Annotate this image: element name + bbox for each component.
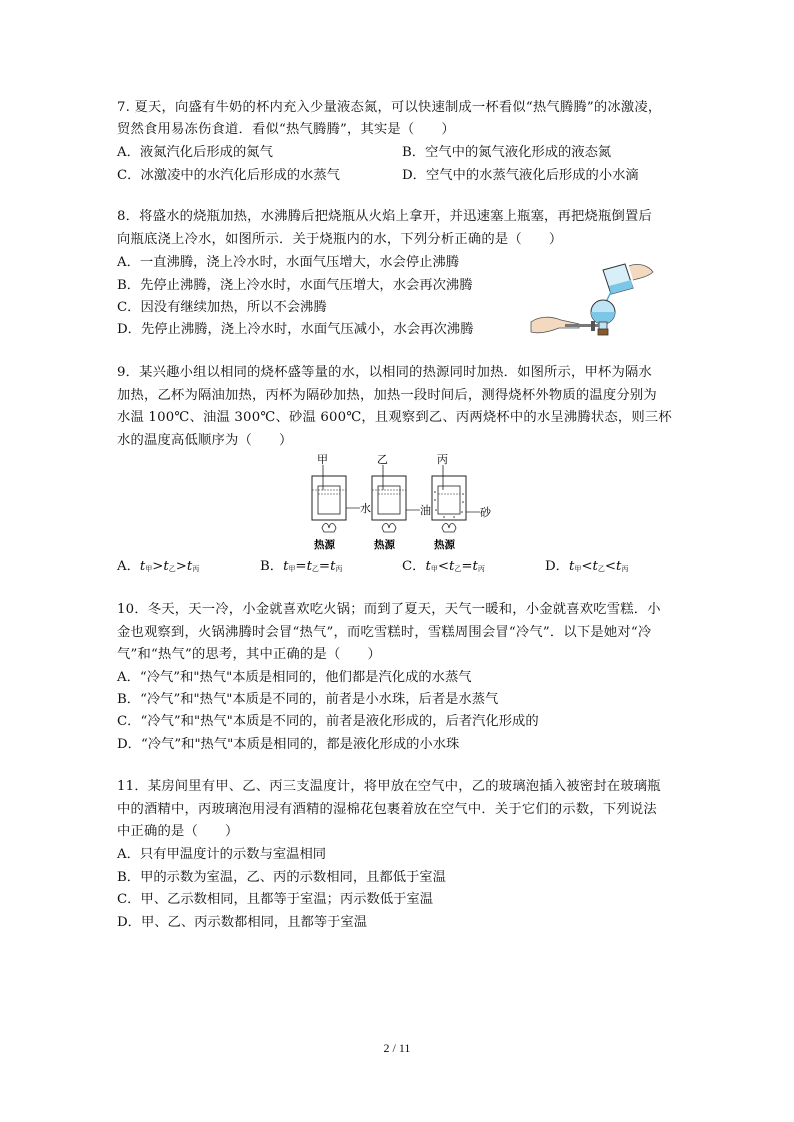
- q10-stem-line-3: 气”和“热气”的思考，其中正确的是（ ）: [117, 647, 381, 662]
- q9-option-a: A．t甲>t乙>t丙: [117, 559, 200, 574]
- q11-stem-line-1: 11．某房间里有甲、乙、丙三支温度计，将甲放在空气中，乙的玻璃泡插入被密封在玻璃瓶: [117, 779, 661, 794]
- q11-option-a: A．只有甲温度计的示数与室温相同: [117, 847, 327, 862]
- q11-stem-line-3: 中正确的是（ ）: [117, 824, 239, 839]
- svg-text:丙: 丙: [437, 453, 448, 466]
- svg-text:砂: 砂: [480, 506, 491, 519]
- svg-text:热源: 热源: [314, 539, 335, 551]
- q9-stem-line-1: 9．某兴趣小组以相同的烧杯盛等量的水，以相同的热源同时加热．如图所示，甲杯为隔水: [117, 365, 653, 380]
- beaker-bing: [432, 453, 492, 551]
- q9-stem-line-2: 加热，乙杯为隔油加热，丙杯为隔砂加热，加热一段时间后，测得烧杯外物质的温度分别为: [117, 388, 657, 403]
- q10-option-a: A．“冷气”和"热气"本质是相同的，他们都是汽化成的水蒸气: [117, 670, 472, 685]
- q9-option-b: B．t甲=t乙=t丙: [260, 559, 343, 574]
- q7-stem-line-2: 贸然食用易冻伤食道．看似“热气腾腾”，其实是（ ）: [117, 122, 455, 137]
- q9-stem-line-3: 水温 100℃、油温 300℃、砂温 600℃，且观察到乙、丙两烧杯中的水呈沸腾状态，则三杯: [117, 410, 672, 425]
- q8-option-a: A．一直沸腾，浇上冷水时，水面气压增大，水会停止沸腾: [117, 255, 460, 270]
- q8-stem-line-1: 8．将盛水的烧瓶加热，水沸腾后把烧瓶从火焰上拿开，并迅速塞上瓶塞，再把烧瓶倒置后: [117, 209, 653, 224]
- beaker-yi: [372, 453, 431, 551]
- q8-flask-figure: [525, 258, 665, 340]
- svg-text:甲: 甲: [317, 453, 328, 466]
- q9-option-d: D．t甲<t乙<t丙: [545, 559, 629, 574]
- q7-option-d: D．空气中的水蒸气液化后形成的小水滴: [402, 168, 639, 183]
- q10-stem-line-2: 金也观察到，火锅沸腾时会冒“热气”，而吃雪糕时，雪糕周围会冒“冷气”．以下是她对“冷: [117, 625, 652, 640]
- q7-stem-line-1: 7. 夏天，向盛有牛奶的杯内充入少量液态氮，可以快速制成一杯看似“热气腾腾”的冰激凌，: [117, 100, 662, 115]
- q10-option-b: B．“冷气”和"热气"本质是不同的，前者是小水珠，后者是水蒸气: [117, 692, 499, 707]
- q10-option-d: D．“冷气”和"热气"本质是相同的，都是液化形成的小水珠: [117, 737, 460, 752]
- q8-option-b: B．先停止沸腾，浇上冷水时，水面气压增大，水会再次沸腾: [117, 278, 473, 293]
- q9-option-c: C．t甲<t乙=t丙: [402, 559, 485, 574]
- q10-stem-line-1: 10．冬天，天一冷，小金就喜欢吃火锅；而到了夏天，天气一暖和，小金就喜欢吃雪糕．小: [117, 602, 661, 617]
- q9-stem-line-4: 水的温度高低顺序为（ ）: [117, 433, 293, 448]
- q9-beakers-figure: [298, 450, 498, 554]
- svg-text:热源: 热源: [374, 539, 395, 551]
- q11-stem-line-2: 中的酒精中，丙玻璃泡用浸有酒精的湿棉花包裹着放在空气中．关于它们的示数，下列说法: [117, 802, 657, 817]
- q8-option-c: C．因没有继续加热，所以不会沸腾: [117, 300, 327, 315]
- q7-option-b: B．空气中的氮气液化形成的液态氮: [402, 145, 612, 160]
- q11-option-d: D．甲、乙、丙示数都相同，且都等于室温: [117, 915, 368, 930]
- page-number: 2 / 11: [383, 1041, 411, 1055]
- svg-text:水: 水: [360, 502, 371, 515]
- q11-option-c: C．甲、乙示数相同，且都等于室温；丙示数低于室温: [117, 892, 434, 907]
- q11-option-b: B．甲的示数为室温，乙、丙的示数相同，且都低于室温: [117, 870, 446, 885]
- q7-option-a: A．液氮汽化后形成的氮气: [117, 145, 273, 160]
- q7-option-c: C．冰激凌中的水汽化后形成的水蒸气: [117, 168, 340, 183]
- q10-option-c: C．“冷气”和"热气"本质是不同的，前者是液化形成的，后者汽化形成的: [117, 714, 539, 729]
- pouring-cup-icon: [603, 264, 653, 294]
- hand-clamp-icon: [531, 317, 599, 333]
- q8-stem-line-2: 向瓶底浇上冷水，如图所示．关于烧瓶内的水，下列分析正确的是（ ）: [117, 232, 563, 247]
- q8-option-d: D．先停止沸腾，浇上冷水时，水面气压减小，水会再次沸腾: [117, 322, 474, 337]
- svg-text:油: 油: [420, 504, 431, 517]
- beaker-jia: [312, 453, 371, 551]
- svg-text:热源: 热源: [434, 539, 455, 551]
- svg-text:乙: 乙: [377, 453, 388, 466]
